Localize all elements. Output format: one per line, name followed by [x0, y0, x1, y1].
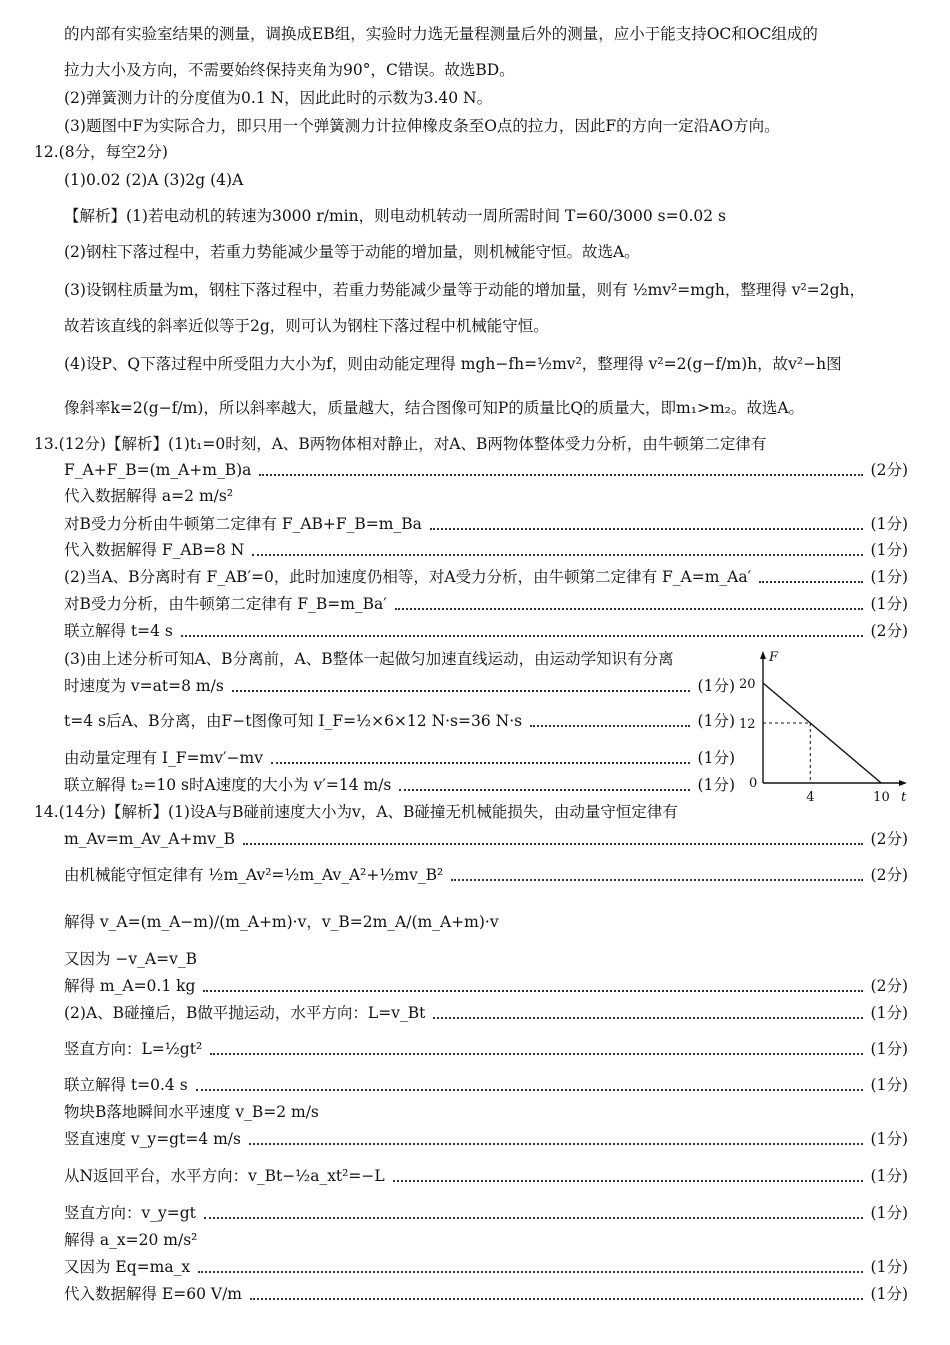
score: (1分): [870, 515, 908, 533]
text-line: 代入数据解得 a=2 m/s²: [64, 487, 234, 505]
cut-top-line: 的内部有实验室结果的测量，调换成EB组，实验时力选无量程测量后外的测量，应小于能支持OC和OC组成的: [64, 25, 818, 43]
line-text: t=4 s后A、B分离，由F−t图像可知 I_F=½×6×12 N·s=36 N·s: [64, 712, 523, 730]
text-line: 物块B落地瞬间水平速度 v_B=2 m/s: [64, 1103, 319, 1121]
score: (1分): [697, 776, 735, 794]
y-tick-label: 12: [739, 717, 756, 732]
line-text: m_Av=m_Av_A+mv_B: [64, 830, 236, 848]
scored-line: [0, 590, 950, 618]
score: (1分): [870, 1076, 908, 1094]
line-text: (2)A、B碰撞后，B做平抛运动，水平方向：L=v_Bt: [64, 1004, 426, 1022]
leader-dots: [232, 690, 690, 692]
line-text: 时速度为 v=at=8 m/s: [64, 677, 224, 695]
score: (1分): [697, 677, 735, 695]
line-text: 对B受力分析，由牛顿第二定律有 F_B=m_Ba′: [64, 595, 387, 613]
y-axis-label: F: [769, 650, 779, 665]
score: (1分): [870, 1258, 908, 1276]
leader-dots: [395, 608, 863, 610]
scored-line: [0, 456, 950, 484]
series-line: [763, 683, 881, 783]
line-text: 竖直方向：v_y=gt: [64, 1204, 196, 1222]
line-text: 代入数据解得 F_AB=8 N: [64, 541, 245, 559]
score: (1分): [870, 568, 908, 586]
leader-dots: [430, 528, 863, 530]
line-text: 代入数据解得 E=60 V/m: [64, 1285, 242, 1303]
x-tick-label: 4: [806, 790, 815, 805]
scored-line: [0, 1035, 950, 1063]
line-text: 从N返回平台，水平方向：v_Bt−½a_xt²=−L: [64, 1167, 385, 1185]
text-line: 解得 v_A=(m_A−m)/(m_A+m)·v，v_B=2m_A/(m_A+m)·v: [64, 913, 499, 931]
leader-dots: [252, 554, 862, 556]
scored-line: [0, 861, 950, 889]
scored-line: [0, 536, 950, 564]
line-text: 联立解得 t₂=10 s时A速度的大小为 v′=14 m/s: [64, 776, 392, 794]
leader-dots: [203, 990, 862, 992]
leader-dots: [759, 581, 862, 583]
score: (1分): [870, 1004, 908, 1022]
q12-heading: 12.(8分，每空2分): [34, 143, 168, 161]
f-t-graph: [735, 648, 915, 808]
score: (1分): [870, 541, 908, 559]
leader-dots: [181, 635, 863, 637]
score: (1分): [697, 712, 735, 730]
scored-line: [0, 1253, 950, 1281]
y-axis-arrow: [760, 651, 766, 659]
scored-line: [0, 999, 950, 1027]
line-text: 联立解得 t=0.4 s: [64, 1076, 188, 1094]
line-text: 对B受力分析由牛顿第二定律有 F_AB+F_B=m_Ba: [64, 515, 422, 533]
x-axis-label: t: [901, 790, 907, 805]
scored-line: [0, 1280, 950, 1308]
text-line: 【解析】(1)若电动机的转速为3000 r/min，则电动机转动一周所需时间 T=60/3000 s=0.02 s: [64, 207, 727, 225]
scored-line: [0, 1125, 950, 1153]
q14-heading: 14.(14分)【解析】(1)设A与B碰前速度大小为v，A、B碰撞无机械能损失，由动量守恒定律有: [34, 803, 678, 821]
line-text: 解得 m_A=0.1 kg: [64, 977, 196, 995]
text-line: 故若该直线的斜率近似等于2g，则可认为钢柱下落过程中机械能守恒。: [64, 317, 549, 335]
text-line: 解得 a_x=20 m/s²: [64, 1231, 198, 1249]
line-text: F_A+F_B=(m_A+m_B)a: [64, 461, 252, 479]
x-tick-label: 10: [873, 790, 890, 805]
text-line: (2)钢柱下落过程中，若重力势能减少量等于动能的增加量，则机械能守恒。故选A。: [64, 243, 640, 261]
leader-dots: [198, 1271, 862, 1273]
line-text: 竖直方向：L=½gt²: [64, 1040, 203, 1058]
leader-dots: [530, 725, 689, 727]
leader-dots: [243, 843, 862, 845]
score: (2分): [870, 977, 908, 995]
leader-dots: [451, 879, 862, 881]
text-line: (3)设钢柱质量为m，钢柱下落过程中，若重力势能减少量等于动能的增加量，则有 ½mv²=mgh，整理得 v²=2gh，: [64, 281, 866, 299]
scored-line: [0, 1162, 950, 1190]
leader-dots: [393, 1180, 863, 1182]
score: (1分): [870, 1167, 908, 1185]
score: (1分): [870, 1040, 908, 1058]
score: (1分): [697, 749, 735, 767]
q13-heading: 13.(12分)【解析】(1)t₁=0时刻，A、B两物体相对静止，对A、B两物体整体受力分析，由牛顿第二定律有: [34, 435, 767, 453]
score: (2分): [870, 830, 908, 848]
scored-line: [0, 825, 950, 853]
x-tick-label: 0: [749, 776, 758, 791]
line-text: 由机械能守恒定律有 ½m_Av²=½m_Av_A²+½mv_B²: [64, 866, 444, 884]
text-line: 又因为 −v_A=v_B: [64, 950, 197, 968]
text-line: 像斜率k=2(g−f/m)，所以斜率越大，质量越大，结合图像可知P的质量比Q的质量大，即m₁>m₂。故选A。: [64, 399, 805, 417]
leader-dots: [433, 1017, 862, 1019]
leader-dots: [249, 1143, 863, 1145]
line-text: (2)当A、B分离时有 F_AB′=0，此时加速度仍相等，对A受力分析，由牛顿第二定律有 F_A=m_Aa′: [64, 568, 752, 586]
scored-line: [0, 972, 950, 1000]
x-axis-arrow: [899, 780, 907, 786]
line-text: 又因为 Eq=ma_x: [64, 1258, 191, 1276]
leader-dots: [399, 789, 689, 791]
line-text: 由动量定理有 I_F=mv′−mv: [64, 749, 263, 767]
leader-dots: [210, 1053, 862, 1055]
leader-dots: [250, 1298, 863, 1300]
leader-dots: [204, 1217, 863, 1219]
scored-line: [0, 563, 950, 591]
score: (1分): [870, 595, 908, 613]
text-line: (3)题图中F为实际合力，即只用一个弹簧测力计拉伸橡皮条至O点的拉力，因此F的方向一定沿AO方向。: [64, 117, 780, 135]
line-text: 竖直速度 v_y=gt=4 m/s: [64, 1130, 241, 1148]
leader-dots: [259, 474, 862, 476]
score: (1分): [870, 1130, 908, 1148]
q12-answers: (1)0.02 (2)A (3)2g (4)A: [64, 171, 244, 189]
score: (1分): [870, 1204, 908, 1222]
score: (2分): [870, 461, 908, 479]
score: (2分): [870, 622, 908, 640]
score: (2分): [870, 866, 908, 884]
text-line: (2)弹簧测力计的分度值为0.1 N，因此此时的示数为3.40 N。: [64, 89, 493, 107]
scored-line: [0, 1071, 950, 1099]
leader-dots: [196, 1089, 863, 1091]
line-text: 联立解得 t=4 s: [64, 622, 173, 640]
y-tick-label: 20: [739, 677, 756, 692]
scored-line: [0, 1199, 950, 1227]
leader-dots: [271, 762, 690, 764]
scored-line: [0, 617, 950, 645]
text-line: 拉力大小及方向，不需要始终保持夹角为90°，C错误。故选BD。: [64, 61, 515, 79]
scored-line: [0, 510, 950, 538]
text-line: (3)由上述分析可知A、B分离前，A、B整体一起做匀加速直线运动，由运动学知识有分离: [64, 650, 674, 668]
text-line: (4)设P、Q下落过程中所受阻力大小为f，则由动能定理得 mgh−fh=½mv²，整理得 v²=2(g−f/m)h，故v²−h图: [64, 355, 842, 373]
score: (1分): [870, 1285, 908, 1303]
